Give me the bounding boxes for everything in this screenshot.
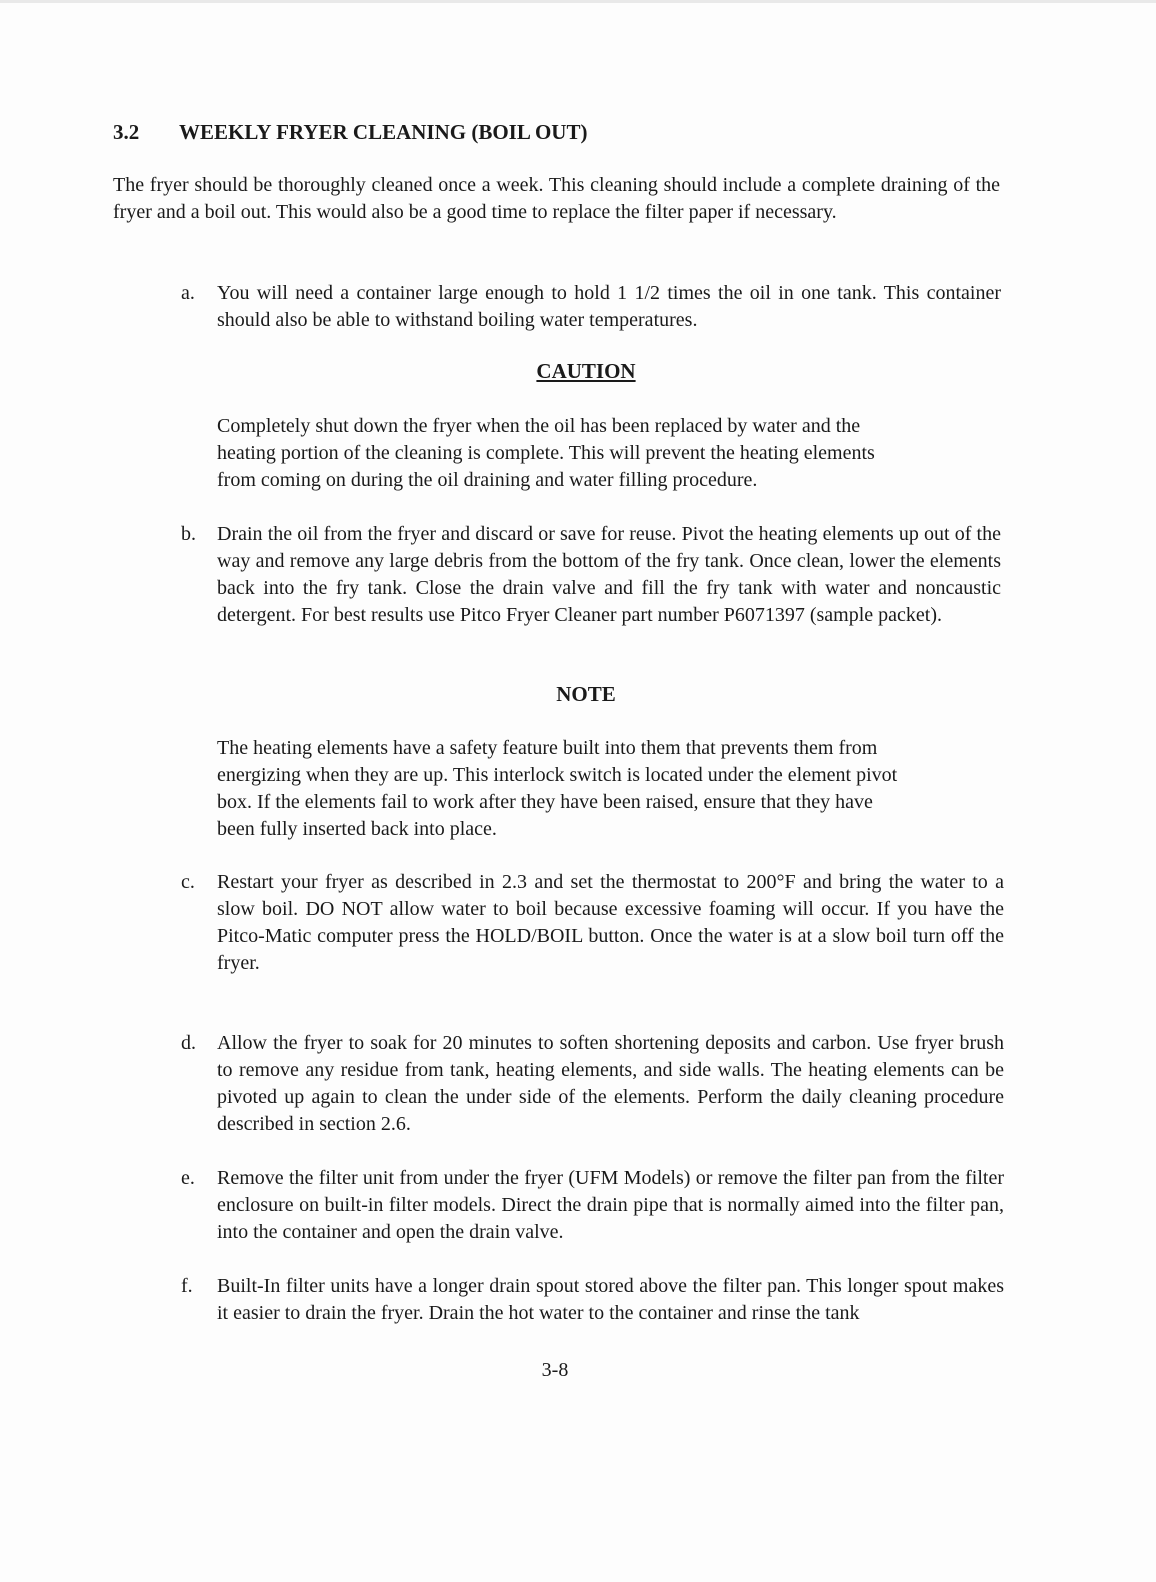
step-letter: e. [181,1167,195,1189]
step-text: Allow the fryer to soak for 20 minutes to soften shortening deposits and carbon. Use fryer brush to remove any residue from tank, heating elements, and side walls. The heating elements can be pivoted up again to clean the under side of the elements. Perform the daily cleaning procedure described in section 2.6. [217,1032,1004,1135]
step-text: Remove the filter unit from under the fryer (UFM Models) or remove the filter pan from the filter enclosure on built-in filter models. Direct the drain pipe that is normally aimed into the filter pan, into the container and open the drain valve. [217,1167,1004,1243]
step-letter: b. [181,523,196,545]
step-text: You will need a container large enough to hold 1 1/2 times the oil in one tank. This container should also be able to withstand boiling water temperatures. [217,282,1001,331]
step-letter: d. [181,1032,196,1054]
note-text: The heating elements have a safety feature built into them that prevents them from energizing when they are up. This interlock switch is located under the element pivot box. If the elements fail to work after they have been raised, ensure that they have been fully inserted back into place. [217,737,898,840]
intro-paragraph: The fryer should be thoroughly cleaned once a week. This cleaning should include a complete draining of the fryer and a boil out. This would also be a good time to replace the filter paper if necessary. [113,174,1000,223]
section-heading [113,120,587,145]
note-title: NOTE [556,682,616,706]
step-text: Restart your fryer as described in 2.3 and set the thermostat to 200°F and bring the water to a slow boil. DO NOT allow water to boil because excessive foaming will occur. If you have the Pitco-Matic computer press the HOLD/BOIL button. Once the water is at a slow boil turn off the fryer. [217,871,1004,974]
step-text: Built-In filter units have a longer drain spout stored above the filter pan. This longer spout makes it easier to drain the fryer. Drain the hot water to the container and rinse the tank [217,1275,1004,1324]
page-number: 3-8 [541,1359,569,1381]
top-edge-rule [0,0,1156,3]
caution-heading [0,359,1156,384]
step-letter: a. [181,282,195,304]
step-letter: c. [181,871,195,893]
step-letter: f. [181,1275,193,1297]
caution-text: Completely shut down the fryer when the oil has been replaced by water and the heating portion of the cleaning is complete. This will prevent the heating elements from coming on during the oil draining and water filling procedure. [217,415,875,491]
caution-title: CAUTION [536,359,636,383]
step-text: Drain the oil from the fryer and discard or save for reuse. Pivot the heating elements up out of the way and remove any large debris from the bottom of the fry tank. Once clean, lower the elements back into the fry tank. Close the drain valve and fill the fry tank with water and noncaustic detergent. For best results use Pitco Fryer Cleaner part number P6071397 (sample packet). [217,523,1001,626]
section-title: WEEKLY FRYER CLEANING (BOIL OUT) [179,120,588,144]
note-heading [0,682,1156,707]
section-number: 3.2 [113,120,140,144]
